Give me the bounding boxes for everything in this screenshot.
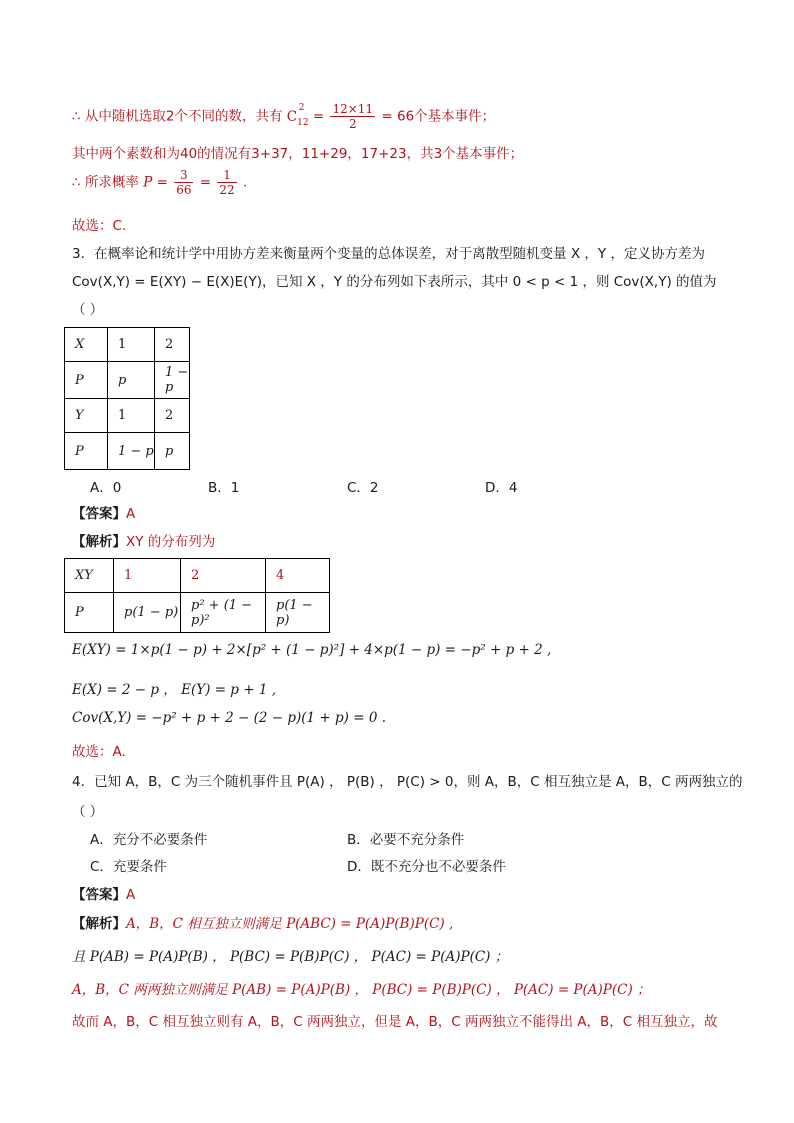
question-4-paren: （ ） [72, 804, 104, 820]
table-row [65, 362, 190, 399]
table-cell: X [65, 328, 108, 362]
analysis-line-2: 且 P(AB) = P(A)P(B) ， P(BC) = P(B)P(C) ， P(AC) = P(A)P(C) ； [72, 949, 509, 965]
question-3-line-2: Cov(X,Y) = E(XY) − E(X)E(Y)，已知 X ，Y 的分布列如下表所示，其中 0 < p < 1 ，则 Cov(X,Y) 的值为 [72, 274, 717, 290]
option-b: B．1 [208, 480, 240, 496]
table-row [65, 559, 330, 593]
table-row [65, 399, 190, 433]
table-cell: 1 [108, 399, 155, 433]
option-c: C．2 [347, 480, 379, 496]
table-cell: 2 [181, 559, 266, 593]
table-cell: 1 [108, 328, 155, 362]
analysis-line-3: A，B，C 两两独立则满足 P(AB) = P(A)P(B) ， P(BC) = P(B)P(C) ， P(AC) = P(A)P(C) ； [72, 982, 651, 998]
fraction: $\frac{3}{66}$ [176, 168, 192, 197]
table-cell: p [155, 433, 190, 470]
combination-symbol: C 2 $_{12}$ [286, 102, 309, 128]
answer-line: 【答案】A [72, 506, 136, 522]
table-cell: 4 [266, 559, 330, 593]
answer-choice-line: 故选：C. [72, 218, 127, 234]
question-4-line-1: 4．已知 A，B，C 为三个随机事件且 P(A) ， P(B) ， P(C) > 0，则 A，B，C 相互独立是 A，B，C 两两独立的 [72, 774, 743, 790]
analysis-line: 【解析】XY 的分布列为 [72, 534, 216, 550]
option-a: A．0 [90, 480, 122, 496]
text: ∴ 从中随机选取2个不同的数，共有 [72, 108, 283, 125]
equation-line-3: Cov(X,Y) = −p² + p + 2 − (2 − p)(1 + p) = 0 . [72, 710, 386, 726]
table-cell: XY [65, 559, 114, 593]
solution-line-2: 其中两个素数和为40的情况有3+37，11+29，17+23，共3个基本事件； [72, 146, 524, 162]
table-cell: P [65, 362, 108, 399]
table-cell: Y [65, 399, 108, 433]
question-3-line-1: 3．在概率论和统计学中用协方差来衡量两个变量的总体误差，对于离散型随机变量 X ，Y ，定义协方差为 [72, 246, 705, 262]
analysis-line-4: 故而 A，B，C 相互独立则有 A，B，C 两两独立，但是 A，B，C 两两独立不能得出 A，B，C 相互独立，故 [72, 1014, 718, 1030]
table-cell: 1 [114, 559, 181, 593]
option-c: C．充要条件 [90, 859, 167, 875]
solution-line-3: ∴ 所求概率 P = $\frac{3}{66}$ = $\frac{1}{22}$ . [72, 168, 248, 197]
distribution-table-xy-product [64, 558, 330, 633]
table-cell: 1 − p [155, 362, 190, 399]
table-cell: 2 [155, 399, 190, 433]
table-cell: p(1 − p) [114, 593, 181, 633]
table-cell: 2 [155, 328, 190, 362]
equation-line-2: E(X) = 2 − p ， E(Y) = p + 1 , [72, 682, 277, 698]
text: = 66个基本事件； [381, 108, 496, 125]
table-cell: P [65, 433, 108, 470]
question-3-paren: （ ） [72, 302, 104, 318]
fraction: $\frac{12\times 11}{2}$ [332, 102, 374, 131]
table-cell: p² + (1 − p)² [181, 593, 266, 633]
table-cell: P [65, 593, 114, 633]
answer-choice-line: 故选：A. [72, 744, 126, 760]
analysis-line-1: 【解析】A，B，C 相互独立则满足 P(ABC) = P(A)P(B)P(C) , [72, 916, 454, 932]
option-a: A．充分不必要条件 [90, 832, 208, 848]
table-cell: p(1 − p) [266, 593, 330, 633]
table-row [65, 433, 190, 470]
option-d: D．既不充分也不必要条件 [347, 859, 506, 875]
table-cell: p [108, 362, 155, 399]
option-d: D．4 [485, 480, 518, 496]
fraction: $\frac{1}{22}$ [219, 168, 235, 197]
distribution-table-xy [64, 327, 190, 470]
table-row [65, 328, 190, 362]
option-b: B．必要不充分条件 [347, 832, 465, 848]
answer-line: 【答案】A [72, 887, 136, 903]
solution-line-1: ∴ 从中随机选取2个不同的数，共有 C 2 $_{12}$ = $\frac{12\times 11}{2}$ = 66个基本事件； [72, 102, 496, 131]
table-row [65, 593, 330, 633]
table-cell: 1 − p [108, 433, 155, 470]
equation-line-1: E(XY) = 1×p(1 − p) + 2×[p² + (1 − p)²] + 4×p(1 − p) = −p² + p + 2 , [72, 642, 552, 658]
